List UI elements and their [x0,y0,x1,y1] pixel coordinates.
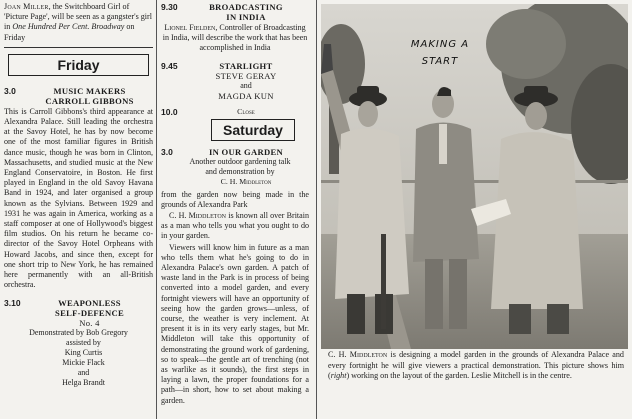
programme-description-2: Viewers will know him in future as a man who tells them what he's going to do in Alexandra Palace's own garden. A patch of waste land in the Park is in process of being converted into a model garden, and every fortnight viewers will have an opportunity of seeing how the garden grows—unless, of course, the weather is very inclement. At present it is in its very early stages, but Mr. Middleton will take this opportunity of demonstrating the ground work of gardening, so to speak—the gentle art of trenching (not as warlike as it sounds), the first steps in laying a lawn, the proper foundations for a path—in short, how to set about making a garden. [161,242,309,405]
programme-starlight [161,61,309,101]
programme-subtitle: SELF-DEFENCE [54,308,125,319]
presenter-name: C. H. Middleton [220,176,272,186]
programme-title: Close [237,106,255,116]
programme-weaponless [4,298,153,388]
programme-time: 9.45 [161,60,178,71]
presenter-lead: C. H. Middleton [169,211,226,221]
programme-music-makers [4,86,153,291]
programme-title: IN OUR GARDEN [208,146,284,157]
programme-subtitle: CARROLL GIBBONS [45,95,134,106]
programme-time: 3.0 [4,85,16,96]
day-heading-friday: Friday [8,54,149,76]
caption-right: right [330,371,347,381]
intro-tail: on Friday [4,22,135,42]
speaker-name: Lionel Fielden [164,23,216,32]
programme-time: 3.0 [161,146,173,157]
intro-show: One Hundred Per Cent. Broadway [12,22,125,32]
programme-time: 10.0 [161,106,178,117]
programme-in-our-garden [161,147,309,406]
performer-and: and [240,80,252,90]
performer-name: MAGDA KUN [218,90,274,101]
programme-description: is known all over Britain as a man who tells you what you ought to do in your garden. [161,211,309,241]
programme-title: WEAPONLESS [58,298,121,309]
programme-assisted: assisted by [66,338,101,348]
column-rule-2 [316,0,317,419]
programme-title: MUSIC MAKERS [53,85,126,96]
column-evening-saturday [161,0,309,406]
programme-time: 9.30 [161,2,178,12]
intro-text: , the Switchboard Girl of 'Picture Page', will be seen as a gangster's girl in [4,2,152,32]
photo-title-line-2: START [421,56,459,67]
assistant-name: Mickie Flack [62,358,105,368]
intro-note [4,2,153,43]
programme-time: 3.10 [4,298,21,309]
column-friday [4,0,153,388]
programme-description: , Controller of Broadcasting in India, will describe the work that has been accomplished in India [162,23,308,53]
programme-subtitle: IN INDIA [226,12,266,22]
programme-subtitle: Another outdoor gardening talk [189,156,291,166]
divider [4,47,153,48]
photo-title-line-1: MAKING A [410,39,470,50]
programme-number: No. 4 [79,318,100,329]
programme-subtitle: and demonstration by [205,166,275,176]
programme-broadcasting-india [161,2,309,54]
photo-title [390,36,490,70]
day-heading-saturday: Saturday [211,119,295,141]
assistant-and: and [77,368,90,378]
performer-name: STEVE GERAY [215,70,277,81]
programme-title: BROADCASTING [209,2,283,12]
assistant-name: King Curtis [64,348,103,358]
photo-caption [328,350,624,382]
intro-name: Joan Miller [4,2,49,11]
caption-tail: ) working on the layout of the garden. Leslie Mitchell is in the centre. [346,371,572,381]
programme-close [161,107,309,117]
programme-description: This is Carroll Gibbons's third appearance at Alexandra Palace. Still leading the orchestra at the Savoy Hotel, he has by now become one of the most familiar figures in British dance music, though he was born in Clinton, Massachusetts, and studied music at the New England Conservatoire, in Boston. He first played in England in the old Savoy Havana Band in 1924, and later organised a group known as the Sylvians. Between 1929 and 1931 he was again in America, working as a staff composer at one of Hollywood's biggest film studios. On his return he became co-director of the Savoy Hotel Orpheans with Howard Jacobs, and since then, except for one short trip to New York, he has remained here permanently with an all-British orchestra. [4,106,153,290]
caption-lead: C. H. Middleton [328,350,388,359]
caption-body: is designing a model garden in the grounds of Alexandra Palace and every fortnight he will give viewers a practical demonstration. This picture shows him ( [328,350,624,381]
programme-location: from the garden now being made in the grounds of Alexandra Park [161,189,309,209]
column-rule-1 [156,0,157,419]
programme-demonstrator: Demonstrated by Bob Gregory [29,328,128,338]
assistant-name: Helga Brandt [62,378,105,388]
programme-title: STARLIGHT [219,60,273,71]
